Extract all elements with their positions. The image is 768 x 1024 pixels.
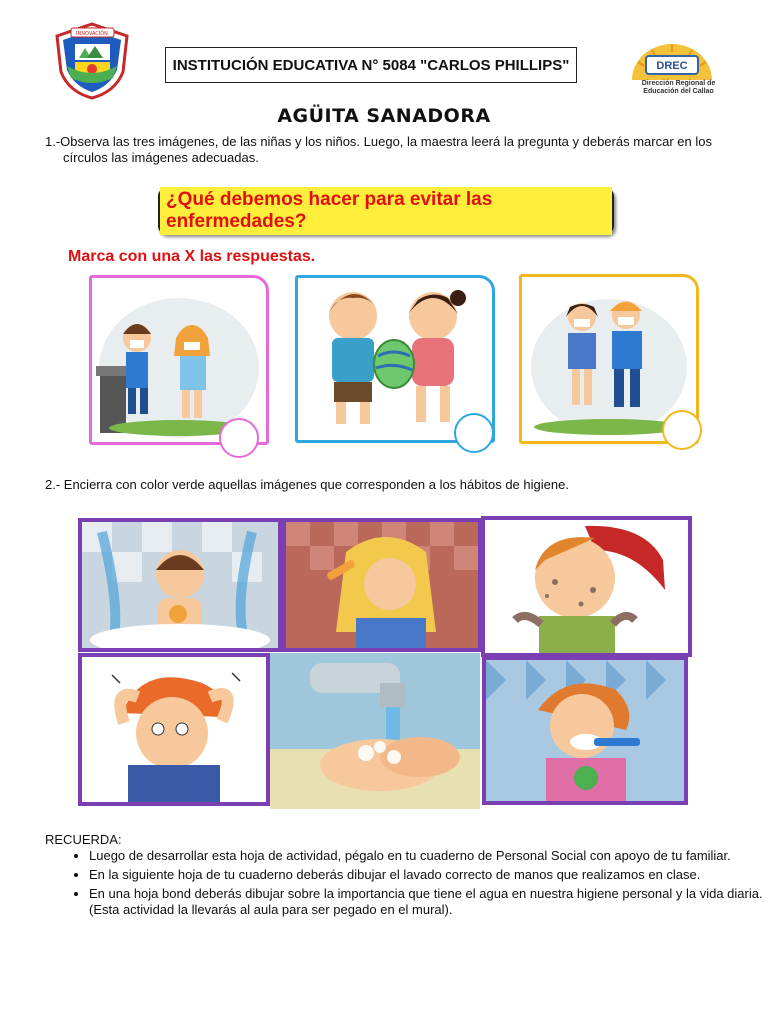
reminder-item: • En una hoja bond deberás dibujar sobre la importancia que tiene el agua en nuestra higiene personal y la vida diaria. (Esta actividad la llevarás al aula para ser pegado en el mural).: [89, 886, 768, 918]
school-crest-logo: [55, 22, 130, 100]
reminder-item: • Luego de desarrollar esta hoja de actividad, pégalo en tu cuaderno de Personal Social con apoyo de tu familiar.: [89, 848, 768, 864]
reminder-item: • En la siguiente hoja de tu cuaderno deberás dibujar el lavado correcto de manos que realizamos en clase.: [89, 867, 768, 883]
hygiene-image-bathing: [78, 518, 282, 652]
section2-instruction: 2.- Encierra con color verde aquellas imágenes que corresponden a los hábitos de higiene.: [45, 477, 569, 492]
boy-with-lice-icon: [82, 657, 266, 802]
section1-instruction-text: 1.-Observa las tres imágenes, de las niñas y los niños. Luego, la maestra leerá la pregunta y deberás marcar en los círculos las imágenes adecuadas.: [45, 134, 712, 165]
boy-bathing-icon: [82, 522, 278, 648]
question-box: [158, 188, 614, 234]
hygiene-image-toothbrushing: [482, 656, 688, 805]
question-text: ¿Qué debemos hacer para evitar las enfermedades?: [160, 187, 612, 235]
reminder-list: [63, 848, 768, 921]
answer-circle-1[interactable]: [219, 418, 259, 458]
drec-logo: [626, 40, 718, 110]
drec-caption: Dirección Regional de Educación del Callao: [641, 80, 716, 95]
crest-banner-text: INNOVACIÓN: [76, 31, 108, 37]
answer-circle-3[interactable]: [662, 410, 702, 450]
recuerda-heading: RECUERDA:: [45, 832, 122, 847]
dirty-boy-icon: [485, 520, 688, 653]
activity-title: AGÜITA SANADORA: [277, 105, 491, 127]
hygiene-image-dirty-boy: [481, 516, 692, 657]
answer-circle-2[interactable]: [454, 413, 494, 453]
institution-title: INSTITUCIÓN EDUCATIVA N° 5084 "CARLOS PHILLIPS": [165, 47, 577, 83]
girl-combing-hair-icon: [286, 522, 478, 648]
drec-badge-text: DREC: [656, 60, 688, 72]
girl-brushing-teeth-icon: [486, 660, 684, 801]
hygiene-image-combing: [282, 518, 482, 652]
washing-hands-icon: [270, 653, 480, 809]
hygiene-image-lice: [78, 653, 270, 806]
section1-instruction: [45, 134, 735, 166]
mark-instruction: Marca con una X las respuestas.: [68, 248, 316, 265]
hygiene-image-handwashing: [270, 653, 480, 809]
